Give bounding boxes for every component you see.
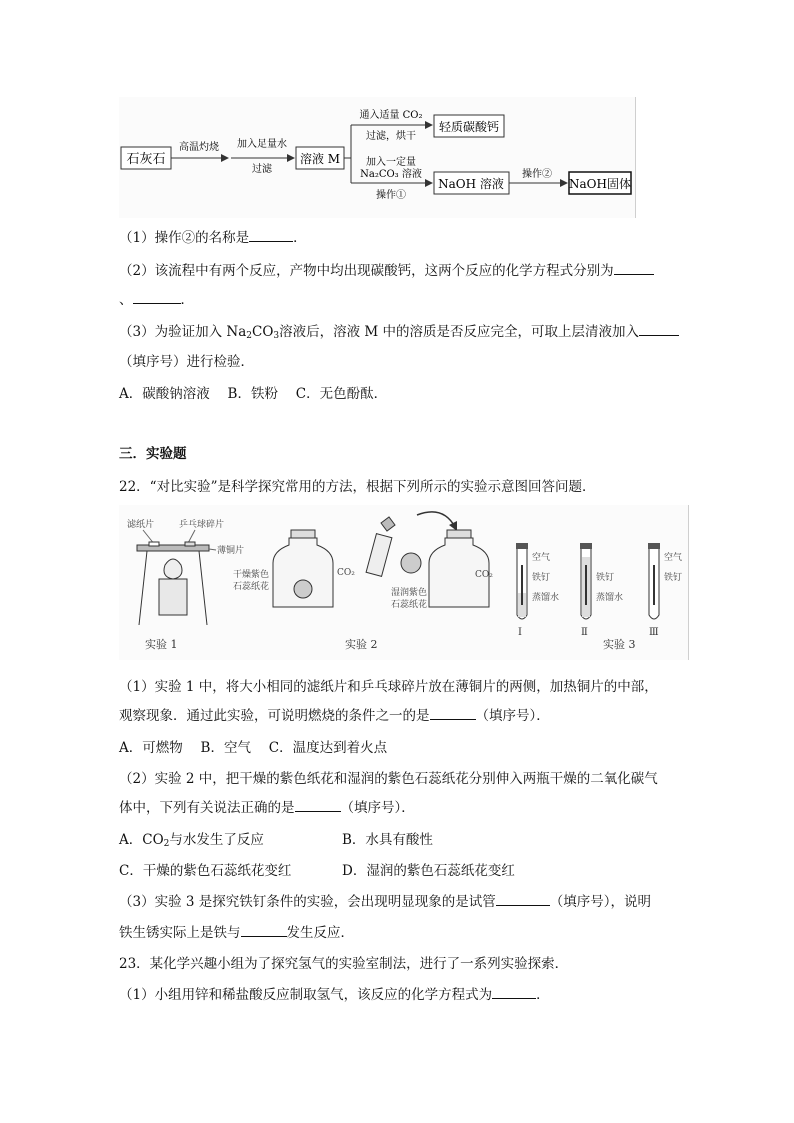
sprayer-head	[381, 517, 395, 531]
option-d: D．湿润的紫色石蕊纸花变红	[342, 863, 515, 879]
q21-p1-text: （1）操作②的名称是	[119, 230, 250, 246]
q22-part3	[119, 893, 651, 911]
q21-part3-line2: （填序号）进行检验．	[119, 354, 254, 370]
answer-blank[interactable]	[133, 291, 181, 304]
wet-litmus-flower	[401, 553, 421, 573]
option-c: C．干燥的紫色石蕊纸花变红	[119, 863, 292, 879]
label-calcine: 高温灼烧	[179, 142, 219, 153]
label-air-3: 空气	[664, 553, 683, 563]
q22-part1-options: A．可燃物 B．空气 C．温度达到着火点	[119, 740, 388, 756]
label-co2: 通入适量 CO₂	[359, 110, 423, 121]
q21-p2-end: ．	[180, 292, 194, 308]
answer-blank[interactable]	[241, 924, 287, 937]
answer-blank[interactable]	[614, 262, 654, 275]
tube-label-1: Ⅰ	[518, 627, 522, 638]
bottle-stopper	[447, 530, 471, 538]
tube-stopper	[648, 543, 660, 549]
option-a-text: A．CO	[119, 832, 164, 848]
answer-blank[interactable]	[430, 707, 476, 720]
node-naoh-solid-text: NaOH固体	[569, 177, 631, 191]
label-dry-litmus-2: 石蕊纸花	[233, 582, 270, 592]
subscript: 2	[246, 331, 252, 341]
q21-p3-text-b: CO	[251, 324, 274, 340]
caption-experiment-1: 实验 1	[145, 638, 178, 651]
q23-stem: 23．某化学兴趣小组为了探究氢气的实验室制法，进行了一系列实验探索．	[119, 956, 569, 972]
experiment-svg	[119, 505, 688, 660]
node-limestone-text: 石灰石	[126, 152, 166, 167]
q22-p1-text: 观察现象．通过此实验，可说明燃烧的条件之一的是	[119, 708, 430, 724]
q22-p2-end: （填序号）．	[340, 800, 415, 816]
label-nail-2: 铁钉	[596, 573, 615, 583]
q23-p1-end: ．	[536, 987, 550, 1003]
option-a-text-b: 与水发生了反应	[169, 832, 264, 848]
q21-part3	[119, 323, 679, 345]
label-co2-b: CO₂	[475, 570, 493, 580]
q21-options: A．碳酸钠溶液 B．铁粉 C．无色酚酞．	[119, 386, 388, 402]
label-copper-sheet: 薄铜片	[217, 546, 245, 556]
q22-part3-line2	[119, 924, 354, 942]
label-add-water: 加入足量水	[237, 139, 287, 150]
label-wet-litmus-2: 石蕊纸花	[391, 600, 428, 610]
node-solution-m-text: 溶液 M	[299, 152, 341, 166]
subscript: 2	[163, 839, 170, 849]
label-water-2: 蒸馏水	[596, 593, 624, 603]
q22-p1-end: （填序号）．	[475, 708, 550, 724]
q22-p3-mid: （填序号），说明	[549, 894, 652, 910]
experiment-3-drawing	[516, 543, 682, 651]
q22-p3-end: 发生反应．	[286, 925, 354, 941]
q23-part1	[119, 986, 550, 1004]
label-dry-litmus-1: 干燥紫色	[233, 570, 270, 580]
q21-part2	[119, 262, 654, 280]
tripod-leg	[199, 551, 207, 625]
q21-part2-line2	[119, 291, 194, 309]
flame-icon	[164, 559, 182, 579]
pointer-line	[209, 549, 216, 550]
label-pingpong: 乒乓球碎片	[179, 520, 225, 530]
label-water-1: 蒸馏水	[532, 593, 560, 603]
q22-p3-text2: 铁生锈实际上是铁与	[119, 925, 241, 941]
experiment-1-drawing	[127, 518, 244, 651]
sprayer-bottle	[366, 534, 392, 577]
label-nail-1: 铁钉	[532, 573, 551, 583]
label-filter-dry: 过滤，烘干	[366, 131, 416, 142]
q22-part2-options-cd	[119, 862, 515, 880]
subscript: 3	[273, 331, 280, 341]
q22-part2: （2）实验 2 中，把干燥的紫色纸花和湿润的紫色石蕊纸花分别伸入两瓶干燥的二氧化碳气	[119, 771, 658, 787]
tube-label-3: Ⅲ	[649, 627, 659, 638]
q21-p2-sep: 、	[119, 292, 133, 308]
label-op2: 操作②	[522, 169, 552, 180]
tube-label-2: Ⅱ	[581, 627, 588, 638]
tripod-leg	[139, 551, 147, 625]
answer-blank[interactable]	[639, 323, 679, 336]
option-b: B．水具有酸性	[342, 832, 433, 848]
experiment-figure	[119, 505, 689, 660]
label-co2-a: CO₂	[337, 568, 355, 578]
q22-p2-text: 体中，下列有关说法正确的是	[119, 800, 295, 816]
q22-part1-line2	[119, 707, 550, 725]
label-filter: 过滤	[252, 164, 272, 175]
answer-blank[interactable]	[295, 799, 341, 812]
dry-litmus-flower	[294, 580, 312, 598]
q21-p3-text-c: 溶液后，溶液 M 中的溶质是否反应完全，可取上层清液加入	[279, 324, 640, 340]
section-title: 三．实验题	[119, 446, 187, 462]
tube-stopper	[516, 543, 528, 549]
answer-blank[interactable]	[496, 893, 550, 906]
caption-experiment-3: 实验 3	[603, 638, 636, 651]
answer-blank[interactable]	[492, 986, 536, 999]
copper-sheet	[137, 545, 209, 551]
answer-blank[interactable]	[249, 229, 293, 242]
filter-paper-piece	[149, 542, 159, 546]
q21-part1	[119, 229, 307, 247]
node-light-caco3-text: 轻质碳酸钙	[438, 120, 500, 134]
label-add-amount: 加入一定量	[366, 157, 416, 168]
flowchart-svg	[119, 97, 635, 218]
q21-p2-text: （2）该流程中有两个反应，产物中均出现碳酸钙，这两个反应的化学方程式分别为	[119, 263, 614, 279]
flowchart-figure	[119, 97, 636, 218]
q22-stem: 22．“对比实验”是科学探究常用的方法，根据下列所示的实验示意图回答问题．	[119, 479, 596, 495]
label-wet-litmus-1: 湿润紫色	[391, 588, 428, 598]
experiment-2-drawing	[233, 512, 493, 651]
q21-p1-end: ．	[293, 230, 307, 246]
tube-stopper	[580, 543, 592, 549]
label-na2co3: Na₂CO₃ 溶液	[360, 169, 422, 180]
q22-part1: （1）实验 1 中，将大小相同的滤纸片和乒乓球碎片放在薄铜片的两侧，加热铜片的中部，	[119, 679, 658, 695]
caption-experiment-2: 实验 2	[345, 638, 378, 651]
pingpong-piece	[185, 542, 195, 546]
label-air-1: 空气	[532, 553, 551, 563]
bottle-stopper	[291, 530, 315, 538]
q22-part2-options-ab	[119, 831, 433, 853]
node-naoh-solution-text: NaOH 溶液	[438, 177, 504, 191]
label-filter-paper: 滤纸片	[127, 520, 155, 530]
label-nail-3: 铁钉	[664, 573, 683, 583]
label-op1: 操作①	[376, 190, 406, 201]
curved-arrow	[417, 512, 455, 527]
q21-p3-text-a: （3）为验证加入 Na	[119, 324, 247, 340]
q22-part2-line2	[119, 799, 415, 817]
q22-p3-text: （3）实验 3 是探究铁钉条件的实验，会出现明显现象的是试管	[119, 894, 496, 910]
q23-p1-text: （1）小组用锌和稀盐酸反应制取氢气，该反应的化学方程式为	[119, 987, 493, 1003]
alcohol-lamp	[159, 579, 187, 615]
